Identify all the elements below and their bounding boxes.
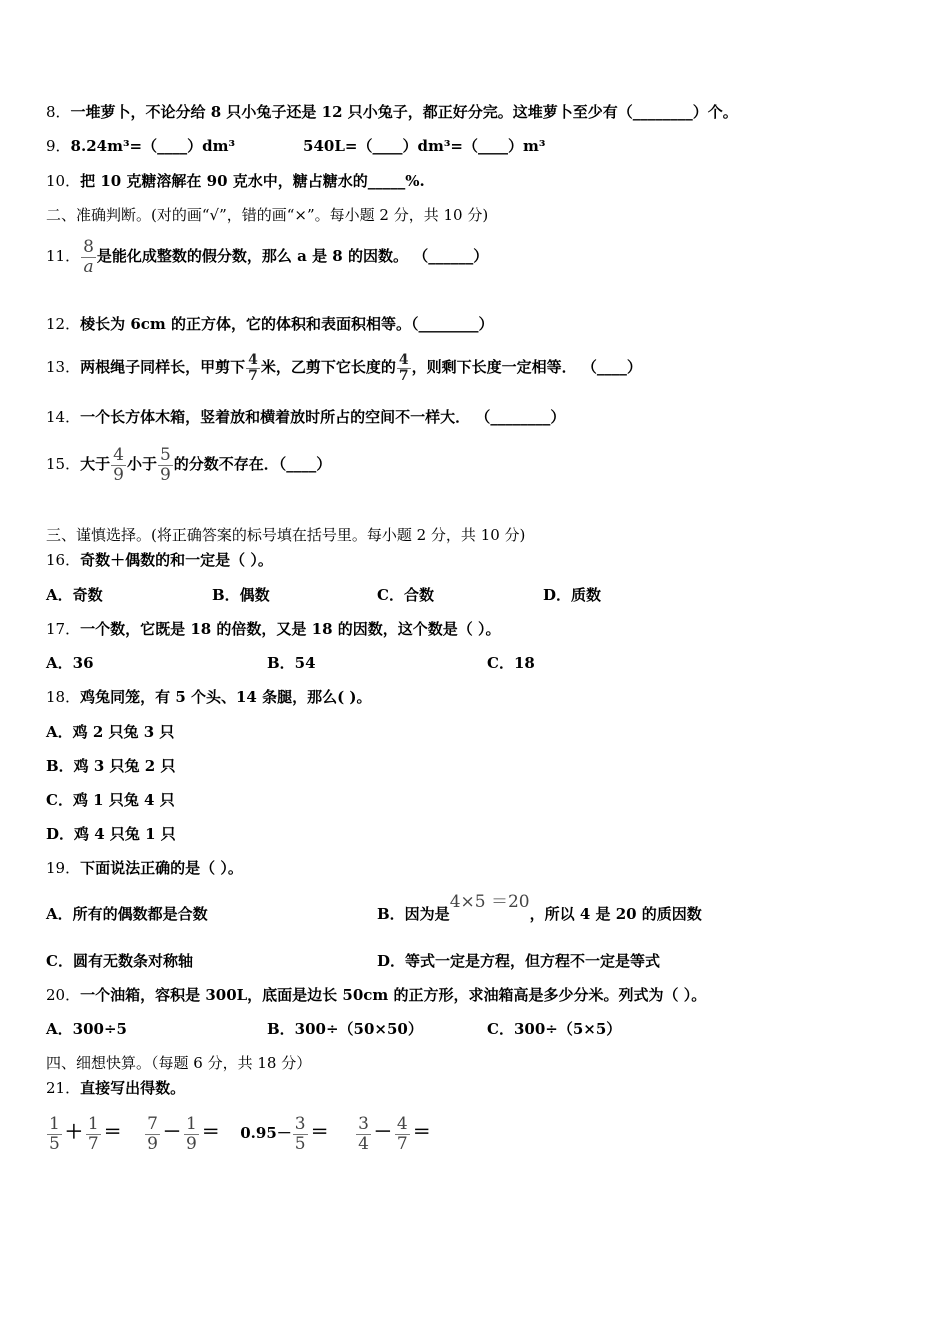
question-number: 10． — [46, 172, 81, 190]
section-2-heading: 二、准确判断。(对的画“√”，错的画“×”。每小题 2 分，共 10 分) — [46, 206, 489, 224]
expression-1: $\frac{1}{5}$ ＋ $\frac{1}{7}$ ＝ — [49, 1113, 122, 1154]
option-d: D．鸡 4 只兔 1 只 — [46, 825, 176, 843]
option-c: C．300÷（5×5） — [487, 1020, 622, 1038]
option-a: A．鸡 2 只兔 3 只 — [46, 723, 175, 741]
question-text: 一个数，它既是 18 的倍数，又是 18 的因数，这个数是（ ）。 — [80, 620, 501, 638]
question-text: 奇数＋偶数的和一定是（ ）。 — [80, 551, 273, 569]
section-3-heading: 三、谨慎选择。(将正确答案的标号填在括号里。每小题 2 分，共 10 分) — [46, 526, 526, 544]
option-b: B．54 — [267, 654, 316, 672]
question-11 — [46, 232, 488, 280]
option-d: D．质数 — [543, 586, 602, 604]
option-b: B．300÷（50×50） — [267, 1020, 423, 1038]
question-16 — [46, 550, 273, 570]
fraction-8-over-a: $\frac{8}{a}$ — [83, 236, 94, 277]
calculation-row — [46, 1108, 433, 1158]
question-number: 16． — [46, 551, 81, 569]
option-c: C．鸡 1 只兔 4 只 — [46, 791, 175, 809]
question-number: 19． — [46, 859, 81, 877]
question-number: 11． — [46, 247, 81, 265]
question-text-part1: 大于 — [80, 455, 111, 473]
fraction-4-over-7: $\frac{4}{7}$ — [398, 351, 409, 384]
question-text: 是能化成整数的假分数，那么 a 是 8 的因数。 （______） — [96, 247, 489, 265]
question-text-part2: 小于 — [126, 455, 157, 473]
question-9 — [46, 136, 545, 156]
question-text-part3: 的分数不存在．（____） — [173, 455, 332, 473]
option-a: A．奇数 — [46, 586, 103, 604]
question-14 — [46, 407, 565, 427]
question-number: 14． — [46, 408, 81, 426]
option-c: C．圆有无数条对称轴 — [46, 952, 193, 970]
section-4-heading: 四、细想快算。（每题 6 分，共 18 分） — [46, 1054, 312, 1072]
expression-4x5-20: 4×5 ＝20 — [449, 892, 530, 912]
option-b: B．因为是4×5 ＝20，所以 4 是 20 的质因数 — [377, 892, 702, 923]
question-10 — [46, 171, 425, 191]
expression-3: 0.95－ $\frac{3}{5}$ ＝ — [240, 1113, 329, 1154]
question-17 — [46, 619, 500, 639]
question-text: 棱长为 6cm 的正方体，它的体积和表面积相等。（________） — [80, 315, 494, 333]
expression-4: $\frac{3}{4}$ － $\frac{4}{7}$ ＝ — [358, 1113, 431, 1154]
question-text: 一个长方体木箱，竖着放和横着放时所占的空间不一样大． （________） — [80, 408, 566, 426]
question-number: 18． — [46, 688, 81, 706]
option-a: A．所有的偶数都是合数 — [46, 905, 208, 923]
option-a: A．36 — [46, 654, 94, 672]
option-a: A．300÷5 — [46, 1020, 127, 1038]
question-text: 一个油箱，容积是 300L，底面是边长 50cm 的正方形，求油箱高是多少分米。列式为（ ）。 — [80, 986, 707, 1004]
question-8 — [46, 102, 738, 122]
question-text-part1: 两根绳子同样长，甲剪下 — [80, 358, 246, 376]
question-text: 鸡兔同笼，有 5 个头、14 条腿，那么( )。 — [80, 688, 372, 706]
expression-2: $\frac{7}{9}$ － $\frac{1}{9}$ ＝ — [147, 1113, 220, 1154]
question-text-part2: 540L=（____）dm³=（____）m³ — [303, 137, 546, 155]
question-number: 9． — [46, 137, 71, 155]
question-text: 下面说法正确的是（ ）。 — [80, 859, 243, 877]
question-number: 12． — [46, 315, 81, 333]
question-15 — [46, 440, 331, 488]
question-text-part3: ，则剩下长度一定相等． （____） — [411, 358, 642, 376]
question-number: 13． — [46, 358, 81, 376]
question-number: 8． — [46, 103, 71, 121]
option-b: B．偶数 — [212, 586, 270, 604]
option-b: B．鸡 3 只兔 2 只 — [46, 757, 176, 775]
question-number: 17． — [46, 620, 81, 638]
question-19 — [46, 858, 243, 878]
fraction-4-over-7: $\frac{4}{7}$ — [248, 351, 258, 384]
fraction-4-over-9: $\frac{4}{9}$ — [113, 444, 124, 485]
question-text-part1: 8.24m³=（____）dm³ — [70, 137, 236, 155]
fraction-5-over-9: $\frac{5}{9}$ — [159, 444, 171, 485]
option-c: C．合数 — [377, 586, 434, 604]
question-text-part2: 米，乙剪下它长度的 — [260, 358, 396, 376]
option-d: D．等式一定是方程，但方程不一定是等式 — [377, 952, 661, 970]
question-number: 21． — [46, 1079, 81, 1097]
question-20 — [46, 985, 706, 1005]
question-text: 一堆萝卜，不论分给 8 只小兔子还是 12 只小兔子，都正好分完。这堆萝卜至少有（________）个。 — [70, 103, 738, 121]
question-number: 20． — [46, 986, 81, 1004]
question-12 — [46, 314, 493, 334]
option-c: C．18 — [487, 654, 535, 672]
question-number: 15． — [46, 455, 81, 473]
question-13 — [46, 344, 642, 390]
question-text: 直接写出得数。 — [80, 1079, 186, 1097]
question-21 — [46, 1078, 185, 1098]
question-text: 把 10 克糖溶解在 90 克水中，糖占糖水的_____%. — [80, 172, 425, 190]
question-18 — [46, 687, 372, 707]
